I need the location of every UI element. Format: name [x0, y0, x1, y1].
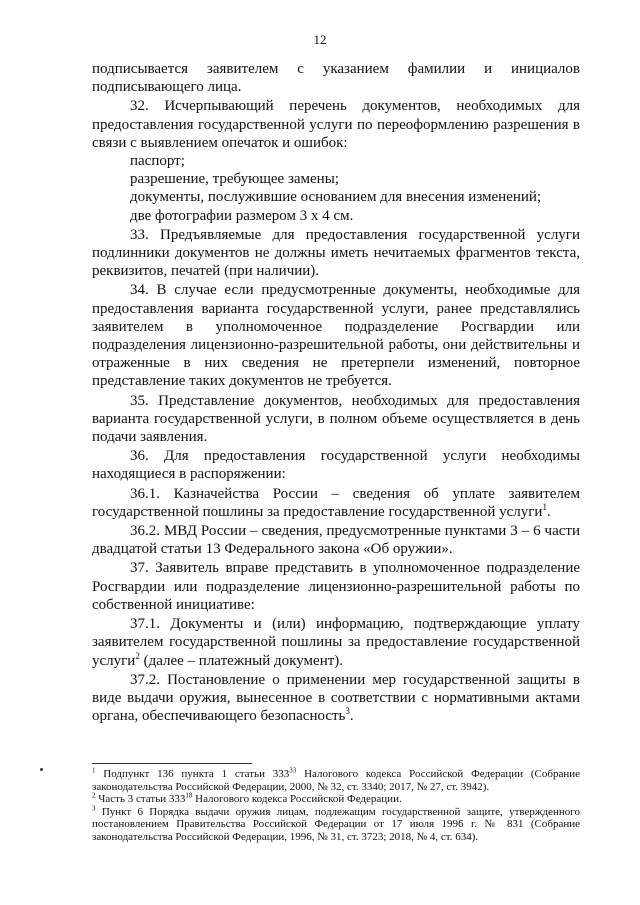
footnote-2-text-b: Налогового кодекса Российской Федерации.	[192, 793, 402, 806]
footnotes	[92, 768, 580, 844]
footnote-2-text-a: Часть 3 статьи 333	[95, 793, 186, 806]
list-item-permit: разрешение, требующее замены;	[130, 171, 339, 188]
paragraph-36-1-period: .	[546, 503, 551, 520]
main-text	[92, 60, 580, 725]
paragraph-37-1-text: 37.1. Документы и (или) информацию, подтверждающие уплату заявителем государственной пошлины за предоставление государственной услуги	[92, 616, 580, 669]
footnote-divider	[92, 763, 252, 764]
footnote-ref-3: 3	[345, 706, 350, 717]
footnote-1	[92, 768, 580, 793]
paragraph-36: 36. Для предоставления государственной услуги необходимы находящиеся в распоряжении:	[92, 448, 580, 483]
footnote-3-text: Пункт 6 Порядка выдачи оружия лицам, подлежащим государственной защите, утвержденного постановлением Правительства Российской Федерации от 17 июля 1996 г. № 831 (Собрание законодательства Российской Федерации, 1996, № 31, ст. 3723; 2018, № 4, ст. 634).	[92, 805, 580, 843]
page-number: 12	[313, 32, 327, 47]
footnote-3-marker: 3	[92, 804, 96, 813]
footnote-2-sup: 18	[185, 791, 193, 800]
paragraph-37: 37. Заявитель вправе представить в уполномоченное подразделение Росгвардии или подразделение лицензионно-разрешительной работы по собственной инициативе:	[92, 560, 580, 613]
footnote-2-marker: 2	[92, 791, 96, 800]
footnote-1-text-b: Налогового кодекса Российской Федерации (Собрание законодательства Российской Федерации, 2000, № 32, ст. 3340; 2017, № 27, ст. 3942).	[92, 768, 581, 793]
paragraph-37-1-tail: (далее – платежный документ).	[139, 652, 344, 669]
footnote-ref-1: 1	[542, 501, 547, 512]
paragraph-36-1-text: 36.1. Казначейства России – сведения об уплате заявителем государственной пошлины за предоставление государственной услуги	[92, 485, 580, 520]
paragraph-36-2: 36.2. МВД России – сведения, предусмотренные пунктами 3 – 6 части двадцатой статьи 13 Федерального закона «Об оружии».	[92, 523, 580, 558]
paragraph-34: 34. В случае если предусмотренные документы, необходимые для предоставления варианта государственной услуги, ранее представлялись заявителем в уполномоченное подразделение Росгвардии или подразделения лицензионно-разрешительной работы, они действительны и отраженные в них сведения не претерпели изменений, повторное представление таких документов не требуется.	[92, 282, 580, 390]
paragraph-37-2	[92, 671, 580, 726]
list-item-documents: документы, послужившие основанием для внесения изменений;	[130, 189, 542, 206]
paragraph-37-2-period: .	[349, 708, 354, 725]
paragraph-35: 35. Представление документов, необходимых для предоставления варианта государственной услуги, в полном объеме осуществляется в день подачи заявления.	[92, 392, 580, 446]
paragraph-continuation: подписывается заявителем с указанием фамилии и инициалов подписывающего лица.	[92, 61, 580, 96]
paragraph-37-1	[92, 615, 580, 670]
paragraph-37-2-text: 37.2. Постановление о применении мер государственной защиты в виде выдачи оружия, вынесенное в соответствии с нормативными актами органа, обеспечивающего безопасность	[92, 671, 580, 725]
footnote-1-sup: 33	[289, 766, 297, 775]
paragraph-36-1	[92, 485, 580, 521]
footnote-3	[92, 806, 580, 844]
footnote-1-marker: 1	[92, 766, 96, 775]
margin-mark	[40, 768, 43, 771]
paragraph-32: 32. Исчерпывающий перечень документов, необходимых для предоставления государственной услуги по переоформлению разрешения в связи с выявлением опечаток и ошибок:	[92, 98, 580, 151]
paragraph-33: 33. Предъявляемые для предоставления государственной услуги подлинники документов не должны иметь нечитаемых фрагментов текста, реквизитов, печатей (при наличии).	[92, 226, 580, 280]
footnote-1-text-a: Подпункт 136 пункта 1 статьи 333	[95, 768, 290, 780]
footnote-ref-2: 2	[135, 650, 140, 661]
list-item-passport: паспорт;	[130, 153, 185, 170]
footnote-2	[92, 793, 580, 806]
list-item-photos: две фотографии размером 3 х 4 см.	[130, 207, 354, 224]
